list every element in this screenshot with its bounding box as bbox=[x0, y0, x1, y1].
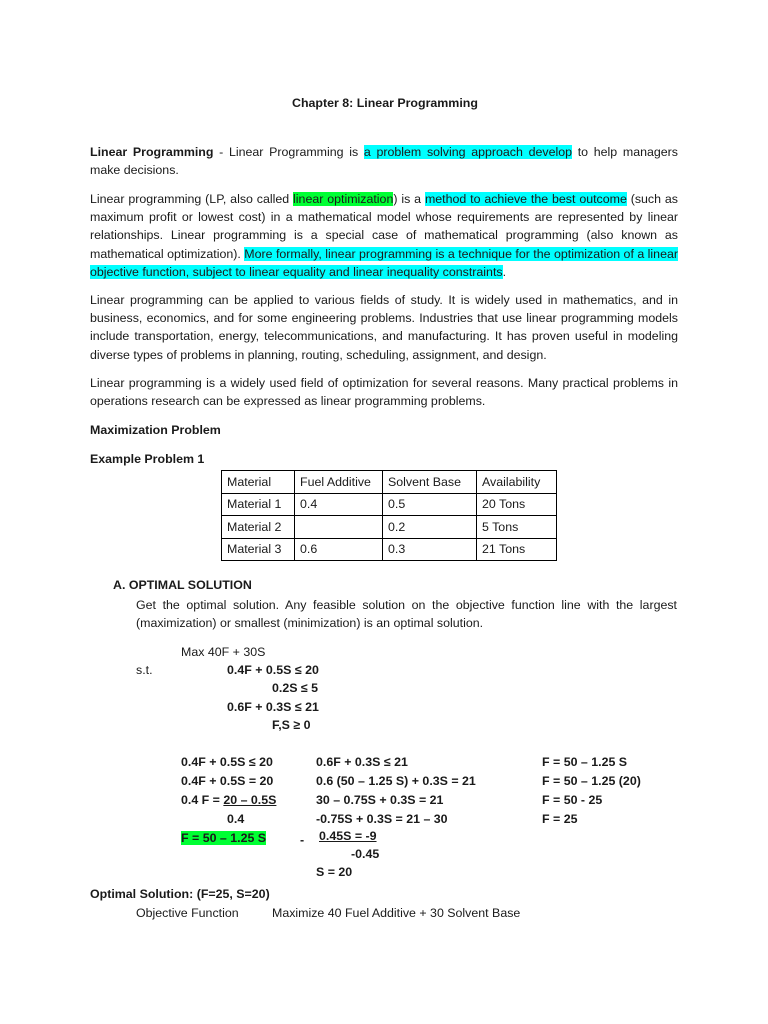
table-header-cell: Solvent Base bbox=[383, 471, 477, 494]
constraint-3: 0.6F + 0.3S ≤ 21 bbox=[227, 700, 319, 714]
table-cell: 0.5 bbox=[383, 493, 477, 516]
work-line-denominator: 0.4 bbox=[227, 812, 245, 826]
table-header-row bbox=[222, 471, 557, 494]
highlight-text: method to achieve the best outcome bbox=[424, 192, 627, 206]
work-line: 0.6F + 0.3S ≤ 21 bbox=[316, 755, 408, 769]
work-result-highlight: F = 50 – 1.25 S bbox=[181, 831, 267, 845]
materials-table bbox=[221, 470, 557, 561]
table-cell: 5 Tons bbox=[477, 516, 557, 539]
table-cell: 0.2 bbox=[383, 516, 477, 539]
heading-example: Example Problem 1 bbox=[90, 452, 205, 466]
constraint-1: 0.4F + 0.5S ≤ 20 bbox=[227, 663, 319, 677]
table-cell: 0.4 bbox=[295, 493, 383, 516]
work-line-numerator: 0.45S = -9 bbox=[319, 829, 377, 843]
table-cell: 0.3 bbox=[383, 538, 477, 561]
table-header-cell: Fuel Additive bbox=[295, 471, 383, 494]
work-result: S = 20 bbox=[316, 865, 353, 879]
subject-to-label: s.t. bbox=[136, 663, 153, 677]
work-line: F = 50 - 25 bbox=[542, 793, 603, 807]
table-cell: 0.6 bbox=[295, 538, 383, 561]
objective-function: Max 40F + 30S bbox=[181, 645, 266, 659]
text: . bbox=[502, 264, 507, 279]
paragraph-optimal-solution: Get the optimal solution. Any feasible solution on the objective function line with the largest (maximization) or smallest (minimization) is an optimal solution. bbox=[136, 598, 677, 631]
text: Linear programming (LP, also called bbox=[90, 192, 294, 206]
table-cell: Material 3 bbox=[222, 538, 295, 561]
objective-function-label: Objective Function bbox=[136, 906, 239, 920]
term-linear-programming: Linear Programming bbox=[90, 145, 214, 159]
paragraph-definition bbox=[90, 143, 678, 179]
table-cell: Material 1 bbox=[222, 493, 295, 516]
objective-function-value: Maximize 40 Fuel Additive + 30 Solvent Base bbox=[272, 906, 521, 920]
paragraph-lp-description bbox=[90, 190, 678, 281]
work-dash: - bbox=[300, 833, 305, 847]
table-cell: 21 Tons bbox=[477, 538, 557, 561]
highlight-text: a problem solving approach develop bbox=[363, 145, 572, 159]
table-row bbox=[222, 493, 557, 516]
work-line: 30 – 0.75S + 0.3S = 21 bbox=[316, 793, 444, 807]
table-cell: 20 Tons bbox=[477, 493, 557, 516]
paragraph-applications: Linear programming can be applied to various fields of study. It is widely used in mathematics, and in business, economics, and for some engineering problems. Industries that use linear programming models include transportation, energy, telecommunications, and manufacturing. It has proven useful in modeling diverse types of problems in planning, routing, scheduling, assignment, and design. bbox=[90, 293, 678, 362]
highlight-text: More formally, linear programming is a technique for the optimization of a linear objective function, subject to linear equality and linear inequality constraints bbox=[90, 246, 678, 279]
work-line-numerator: 20 – 0.5S bbox=[223, 793, 277, 807]
work-line: 0.4F + 0.5S = 20 bbox=[181, 774, 274, 788]
table-header-cell: Availability bbox=[477, 471, 557, 494]
table-cell: Material 2 bbox=[222, 516, 295, 539]
work-line: F = 50 – 1.25 (20) bbox=[542, 774, 641, 788]
work-line bbox=[181, 793, 276, 807]
highlight-text: linear optimization bbox=[293, 192, 394, 206]
constraint-nonnegativity: F,S ≥ 0 bbox=[272, 718, 311, 732]
optimal-solution-label: Optimal Solution: (F=25, S=20) bbox=[90, 887, 270, 901]
constraint-2: 0.2S ≤ 5 bbox=[272, 681, 319, 695]
text: to help managers make decisions. bbox=[90, 145, 678, 178]
text: - Linear Programming is bbox=[213, 145, 364, 159]
work-line: F = 50 – 1.25 S bbox=[542, 755, 628, 769]
page-title: Chapter 8: Linear Programming bbox=[292, 96, 478, 110]
work-line-part: 0.4 F = bbox=[181, 793, 224, 807]
table-row bbox=[222, 516, 557, 539]
work-line: 0.4F + 0.5S ≤ 20 bbox=[181, 755, 273, 769]
text: (such as maximum profit or lowest cost) in a mathematical model whose requirements are represented by linear relationships. Linear programming is a special case of mathematical programming (also known as mathematical optimization). bbox=[90, 192, 678, 261]
text: ) is a bbox=[393, 192, 425, 206]
heading-maximization: Maximization Problem bbox=[90, 423, 221, 437]
work-line: -0.75S + 0.3S = 21 – 30 bbox=[316, 812, 448, 826]
table-cell bbox=[295, 516, 383, 539]
work-line-denominator: -0.45 bbox=[351, 847, 380, 861]
section-heading-optimal-solution: A. OPTIMAL SOLUTION bbox=[113, 578, 252, 592]
table-header-cell: Material bbox=[222, 471, 295, 494]
work-line: 0.6 (50 – 1.25 S) + 0.3S = 21 bbox=[316, 774, 476, 788]
table-row bbox=[222, 538, 557, 561]
paragraph-optimization: Linear programming is a widely used field of optimization for several reasons. Many practical problems in operations research can be expressed as linear programming problems. bbox=[90, 376, 678, 409]
work-result: F = 25 bbox=[542, 812, 578, 826]
